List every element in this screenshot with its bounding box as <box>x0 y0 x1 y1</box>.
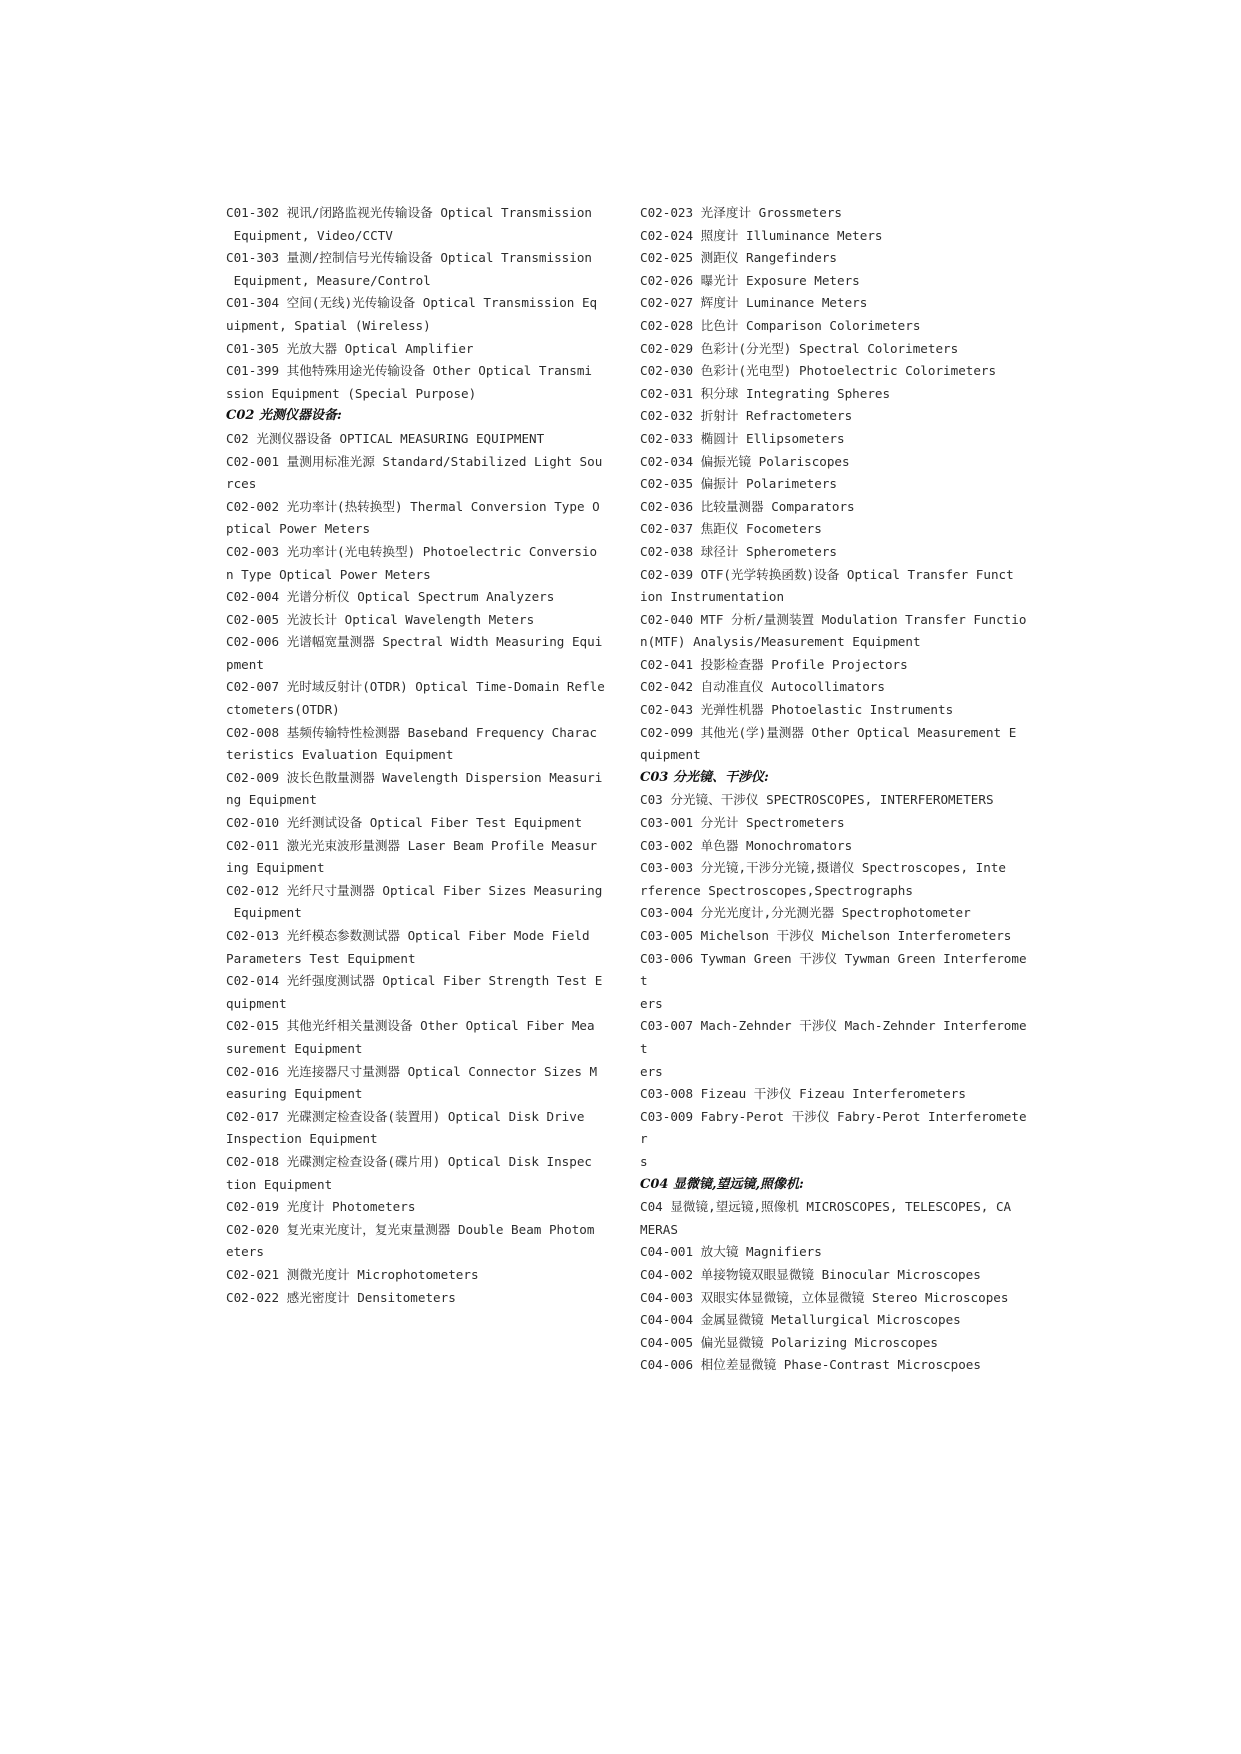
list-item: C03-006 Tywman Green 干涉仪 Tywman Green Interferomet ers <box>640 950 1027 1011</box>
left-column <box>226 202 616 1309</box>
list-item: C02-029 色彩计(分光型) Spectral Colorimeters <box>640 340 959 356</box>
list-item: C02-031 积分球 Integrating Spheres <box>640 385 891 401</box>
list-item: C02-007 光时域反射计(OTDR) Optical Time-Domain Refle ctometers(OTDR) <box>226 679 605 718</box>
list-item: C02-039 OTF(光学转换函数)设备 Optical Transfer Funct ion Instrumentation <box>640 566 1014 605</box>
list-item: C02-017 光碟测定检查设备(装置用) Optical Disk Drive Inspection Equipment <box>226 1108 585 1147</box>
list-item: C02-004 光谱分析仪 Optical Spectrum Analyzers <box>226 589 555 605</box>
list-item: C02-038 球径计 Spherometers <box>640 543 838 559</box>
list-item: C02-001 量测用标准光源 Standard/Stabilized Light Sou rces <box>226 453 603 492</box>
list-item: C02-042 自动准直仪 Autocollimators <box>640 679 885 695</box>
list-item: C03-004 分光光度计,分光测光器 Spectrophotometer <box>640 905 971 921</box>
list-item: C02-030 色彩计(光电型) Photoelectric Colorimeters <box>640 363 997 379</box>
list-item: C03-003 分光镜,干涉分光镜,摄谱仪 Spectroscopes, Inte rference Spectroscopes,Spectrographs <box>640 860 1006 898</box>
list-item: C03-005 Michelson 干涉仪 Michelson Interferometers <box>640 928 1012 943</box>
list-item: C02-003 光功率计(光电转换型) Photoelectric Conversio n Type Optical Power Meters <box>226 543 598 582</box>
list-item: C02-023 光泽度计 Grossmeters <box>640 205 843 220</box>
list-item: C03-009 Fabry-Perot 干涉仪 Fabry-Perot Interferometer s <box>640 1108 1027 1169</box>
section-heading: C03 分光镜、干涉仪: <box>640 769 769 785</box>
list-item: C02-022 感光密度计 Densitometers <box>226 1289 456 1305</box>
list-item: C04-001 放大镜 Magnifiers <box>640 1244 822 1260</box>
list-item: C02-041 投影检查器 Profile Projectors <box>640 656 908 672</box>
list-item: C02-016 光连接器尺寸量测器 Optical Connector Sizes M easuring Equipment <box>226 1063 598 1102</box>
list-item: C03-007 Mach-Zehnder 干涉仪 Mach-Zehnder Interferomet ers <box>640 1018 1027 1079</box>
list-item: C02-006 光谱幅宽量测器 Spectral Width Measuring Equi pment <box>226 634 603 672</box>
list-item: C02-034 偏振光镜 Polariscopes <box>640 453 850 469</box>
list-item: C04-005 偏光显微镜 Polarizing Microscopes <box>640 1334 939 1350</box>
list-item: C02-040 MTF 分析/量测装置 Modulation Transfer Functio n(MTF) Analysis/Measurement Equipment <box>640 611 1027 650</box>
list-item: C03-002 单色器 Monochromators <box>640 837 853 853</box>
list-item: C02-021 测微光度计 Microphotometers <box>226 1266 479 1282</box>
list-item: C03-008 Fizeau 干涉仪 Fizeau Interferometers <box>640 1086 966 1102</box>
list-item: C02-032 折射计 Refractometers <box>640 408 853 424</box>
list-item: C02-010 光纤测试设备 Optical Fiber Test Equipment <box>226 815 583 831</box>
list-item: C02-025 测距仪 Rangefinders <box>640 250 838 266</box>
list-item: C02-036 比较量测器 Comparators <box>640 498 855 514</box>
list-item: C01-304 空间(无线)光传输设备 Optical Transmission Eq uipment, Spatial (Wireless) <box>226 295 598 333</box>
list-item: C02-013 光纤模态参数测试器 Optical Fiber Mode Field Parameters Test Equipment <box>226 928 590 966</box>
list-item: C02-014 光纤强度测试器 Optical Fiber Strength Test E quipment <box>226 973 603 1011</box>
list-item: C01-399 其他特殊用途光传输设备 Other Optical Transmi ssion Equipment (Special Purpose) <box>226 363 592 401</box>
list-item: C02-020 复光束光度计，复光束量测器 Double Beam Photom eters <box>226 1221 595 1260</box>
list-item: C02-024 照度计 Illuminance Meters <box>640 227 883 243</box>
section-heading: C04 显微镜,望远镜,照像机: <box>640 1176 804 1192</box>
list-item: C02-015 其他光纤相关量测设备 Other Optical Fiber Mea surement Equipment <box>226 1018 595 1056</box>
list-item: C03-001 分光计 Spectrometers <box>640 815 845 831</box>
list-item: C02-011 激光光束波形量测器 Laser Beam Profile Measur ing Equipment <box>226 837 598 876</box>
list-item: C02-012 光纤尺寸量测器 Optical Fiber Sizes Measuring Equipment <box>226 882 603 921</box>
list-item: C02-037 焦距仪 Focometers <box>640 521 822 537</box>
list-item: C02-028 比色计 Comparison Colorimeters <box>640 317 921 333</box>
list-item: C02 光测仪器设备 OPTICAL MEASURING EQUIPMENT <box>226 430 545 446</box>
section-heading: C02 光测仪器设备: <box>226 408 342 424</box>
list-item: C02-005 光波长计 Optical Wavelength Meters <box>226 611 535 627</box>
list-item: C04-006 相位差显微镜 Phase-Contrast Microscpoes <box>640 1357 981 1373</box>
list-item: C01-303 量测/控制信号光传输设备 Optical Transmission Equipment, Measure/Control <box>226 250 592 288</box>
list-item: C02-099 其他光(学)量测器 Other Optical Measurement E quipment <box>640 724 1017 763</box>
list-item: C02-019 光度计 Photometers <box>226 1199 416 1215</box>
list-item: C04-003 双眼实体显微镜，立体显微镜 Stereo Microscopes <box>640 1289 1009 1305</box>
list-item: C02-026 曝光计 Exposure Meters <box>640 272 860 288</box>
list-item: C03 分光镜、干涉仪 SPECTROSCOPES, INTERFEROMETERS <box>640 792 994 808</box>
right-column <box>640 202 1030 1377</box>
list-item: C04 显微镜,望远镜,照像机 MICROSCOPES, TELESCOPES, CA MERAS <box>640 1199 1012 1237</box>
list-item: C02-033 椭圆计 Ellipsometers <box>640 430 845 446</box>
list-item: C04-002 单接物镜双眼显微镜 Binocular Microscopes <box>640 1266 981 1282</box>
list-item: C02-043 光弹性机器 Photoelastic Instruments <box>640 702 954 718</box>
list-item: C02-002 光功率计(热转换型) Thermal Conversion Type O ptical Power Meters <box>226 498 600 537</box>
list-item: C01-305 光放大器 Optical Amplifier <box>226 340 474 356</box>
list-item: C02-018 光碟测定检查设备(碟片用) Optical Disk Inspec tion Equipment <box>226 1153 592 1192</box>
list-item: C01-302 视讯/闭路监视光传输设备 Optical Transmission Equipment, Video/CCTV <box>226 205 592 243</box>
list-item: C02-027 辉度计 Luminance Meters <box>640 295 868 311</box>
list-item: C02-035 偏振计 Polarimeters <box>640 476 838 492</box>
list-item: C02-009 波长色散量测器 Wavelength Dispersion Measuri ng Equipment <box>226 769 603 808</box>
list-item: C04-004 金属显微镜 Metallurgical Microscopes <box>640 1312 961 1328</box>
list-item: C02-008 基频传输特性检测器 Baseband Frequency Charac teristics Evaluation Equipment <box>226 724 598 763</box>
